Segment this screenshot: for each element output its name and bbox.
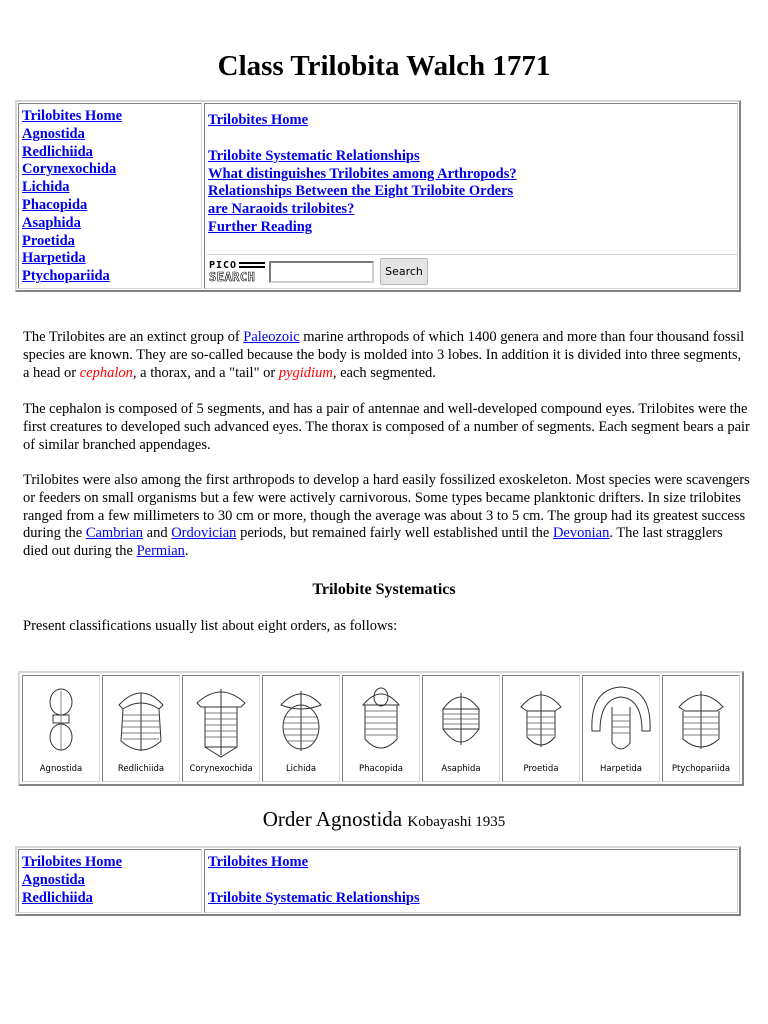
- nav-redlichiida[interactable]: Redlichiida: [22, 143, 93, 160]
- trilobite-orders-figure: [18, 671, 744, 786]
- right-nav-2: [204, 849, 738, 913]
- figure-corynexochida: [182, 675, 260, 782]
- right-nav-home[interactable]: Trilobites Home: [208, 112, 309, 128]
- nav2-agnostida[interactable]: Agnostida: [22, 871, 85, 888]
- nav-asaphida[interactable]: Asaphida: [22, 214, 81, 231]
- nav-phacopida[interactable]: Phacopida: [22, 196, 88, 213]
- figure-redlichiida: [102, 675, 180, 782]
- proetida-drawing: [511, 681, 571, 761]
- intro-paragraph-1: The Trilobites are an extinct group of Paleozoic marine arthropods of which 1400 genera and more than four thousand fossil species are known. They are so-called because the body is molded into 3 lobes. In addition it is divided into three segments, a head or cephalon, a thorax, and a "tail" or pygidium, each segmented.: [23, 329, 745, 381]
- link-paleozoic[interactable]: Paleozoic: [243, 329, 300, 345]
- link-further-reading[interactable]: Further Reading: [208, 218, 313, 235]
- corynexochida-drawing: [191, 681, 251, 761]
- search-button[interactable]: Search: [380, 258, 428, 285]
- figure-label: Lichida: [285, 764, 317, 774]
- term-cephalon: cephalon: [79, 364, 133, 381]
- agnostida-drawing: [37, 681, 85, 761]
- figure-label: Asaphida: [441, 764, 481, 774]
- harpetida-drawing: [586, 681, 656, 761]
- intro-paragraph-2: The cephalon is composed of 5 segments, and has a pair of antennae and well-developed compound eyes. Trilobites were the first creatures to developed such advanced eyes. The thorax is composed of a number of segments. Each segment bears a pair of similar branched appendages.: [23, 401, 750, 453]
- nav-proetida[interactable]: Proetida: [22, 232, 75, 249]
- page-title: Class Trilobita Walch 1771: [217, 50, 551, 82]
- order-agnostida-heading: Order Agnostida Kobayashi 1935: [262, 807, 506, 831]
- link-permian[interactable]: Permian: [136, 543, 185, 560]
- nav-agnostida[interactable]: Agnostida: [22, 125, 85, 142]
- nav-trilobites-home[interactable]: Trilobites Home: [22, 108, 123, 124]
- systematics-text: Present classifications usually list about eight orders, as follows:: [23, 618, 398, 634]
- ptychopariida-drawing: [671, 681, 731, 761]
- nav-corynexochida[interactable]: Corynexochida: [22, 161, 117, 178]
- figure-lichida: [262, 675, 340, 782]
- figure-label: Redlichiida: [117, 764, 165, 774]
- figure-harpetida: [582, 675, 660, 782]
- nav-harpetida[interactable]: Harpetida: [22, 250, 86, 267]
- search-input[interactable]: [269, 261, 374, 283]
- link2-systematic-relationships[interactable]: Trilobite Systematic Relationships: [208, 889, 420, 906]
- link-devonian[interactable]: Devonian: [552, 525, 610, 542]
- link-relationships-eight-orders[interactable]: Relationships Between the Eight Trilobite Orders: [208, 183, 514, 200]
- figure-label: Phacopida: [359, 764, 403, 774]
- nav2-redlichiida[interactable]: Redlichiida: [22, 889, 93, 906]
- link-naraoids[interactable]: are Naraoids trilobites?: [208, 201, 355, 218]
- figure-agnostida: [22, 675, 100, 782]
- figure-label: Proetida: [523, 764, 559, 774]
- lichida-drawing: [271, 681, 331, 761]
- figure-phacopida: [342, 675, 420, 782]
- intro-paragraph-3: Trilobites were also among the first arthropods to develop a hard easily fossilized exoskeleton. Most species were scavengers or feeders on small organisms but a few were actively carnivorous. Some types became planktonic drifters. In size trilobites ranged from a few millimeters to 30 cm or more, though the average was about 3 to 5 cm. The group had its greatest success during the Cambrian and Ordovician periods, but remained fairly well established until the Devonian. The last stragglers died out during the Permian.: [23, 472, 750, 560]
- picosearch-logo[interactable]: PICO SEARCH: [209, 259, 267, 285]
- link-ordovician[interactable]: Ordovician: [171, 525, 237, 542]
- nav-ptychopariida[interactable]: Ptychopariida: [22, 268, 110, 285]
- figure-label: Corynexochida: [189, 764, 253, 774]
- term-pygidium: pygidium: [278, 364, 333, 381]
- figure-label: Ptychopariida: [671, 764, 731, 774]
- redlichiida-drawing: [111, 681, 171, 761]
- nav-table-2: [15, 846, 741, 916]
- nav-lichida[interactable]: Lichida: [22, 179, 70, 196]
- phacopida-drawing: [351, 681, 411, 761]
- systematics-heading: Trilobite Systematics: [312, 581, 456, 598]
- figure-ptychopariida: [662, 675, 740, 782]
- figure-proetida: [502, 675, 580, 782]
- link-cambrian[interactable]: Cambrian: [85, 525, 144, 542]
- right-nav2-home[interactable]: Trilobites Home: [208, 854, 309, 870]
- right-nav: [204, 103, 738, 289]
- link-systematic-relationships[interactable]: Trilobite Systematic Relationships: [208, 147, 420, 164]
- figure-asaphida: [422, 675, 500, 782]
- figure-label: Agnostida: [39, 764, 83, 774]
- left-nav: [18, 103, 202, 289]
- figure-label: Harpetida: [599, 764, 643, 774]
- nav-table: [15, 100, 741, 292]
- search-row: [207, 254, 737, 288]
- asaphida-drawing: [431, 681, 491, 761]
- nav2-trilobites-home[interactable]: Trilobites Home: [22, 854, 123, 870]
- left-nav-2: [18, 849, 202, 913]
- link-what-distinguishes[interactable]: What distinguishes Trilobites among Arthropods?: [208, 165, 517, 182]
